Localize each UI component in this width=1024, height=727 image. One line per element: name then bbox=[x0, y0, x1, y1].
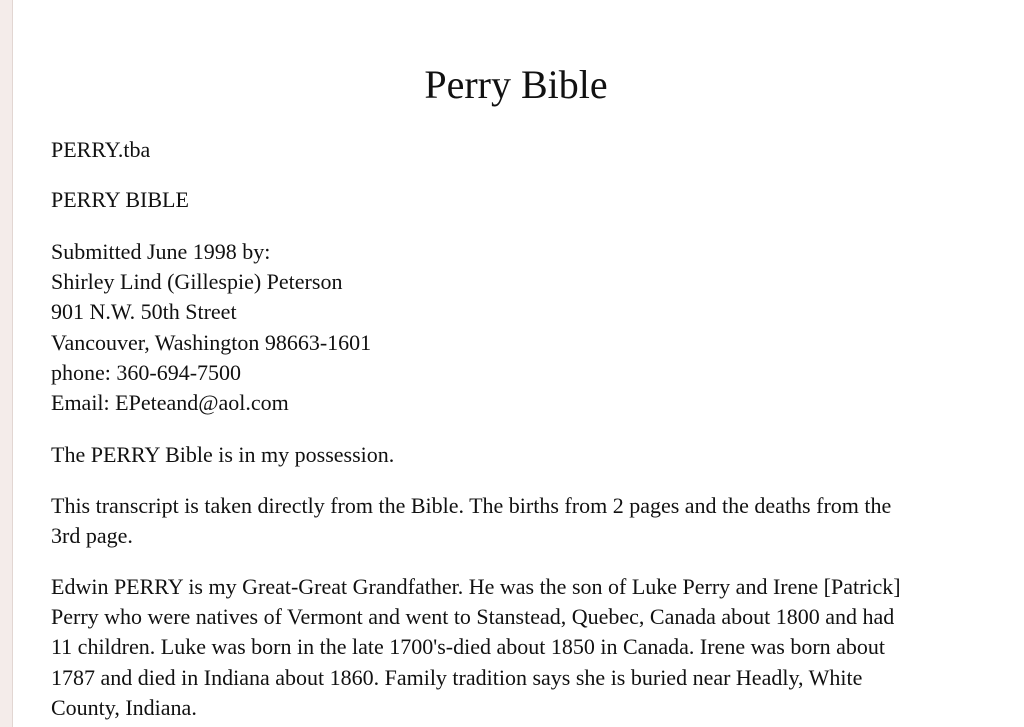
submitter-street: 901 N.W. 50th Street bbox=[51, 299, 237, 325]
transcript-paragraph bbox=[51, 491, 891, 551]
submitter-city: Vancouver, Washington 98663-1601 bbox=[51, 329, 372, 355]
document-heading: PERRY BIBLE bbox=[51, 187, 189, 212]
document-page bbox=[12, 0, 1024, 727]
family-line: 1787 and died in Indiana about 1860. Family tradition says she is buried near Headly, White bbox=[51, 664, 863, 690]
transcript-line: 3rd page. bbox=[51, 523, 133, 549]
submitter-email: Email: EPeteand@aol.com bbox=[51, 390, 289, 416]
submitter-block bbox=[51, 237, 371, 418]
family-paragraph bbox=[51, 572, 901, 723]
family-line: 11 children. Luke was born in the late 1700's-died about 1850 in Canada. Irene was born about bbox=[51, 634, 886, 660]
submitter-name: Shirley Lind (Gillespie) Peterson bbox=[51, 269, 343, 295]
family-line: Edwin PERRY is my Great-Great Grandfather. He was the son of Luke Perry and Irene [Patrick] bbox=[51, 574, 901, 599]
submitted-line: Submitted June 1998 by: bbox=[51, 239, 271, 264]
submitter-phone: phone: 360-694-7500 bbox=[51, 359, 242, 385]
family-line: Perry who were natives of Vermont and went to Stanstead, Quebec, Canada about 1800 and had bbox=[51, 604, 895, 630]
page-title: Perry Bible bbox=[424, 61, 608, 107]
transcript-line: This transcript is taken directly from the Bible. The births from 2 pages and the deaths from the bbox=[51, 493, 892, 518]
family-line: County, Indiana. bbox=[51, 694, 197, 720]
possession-paragraph: The PERRY Bible is in my possession. bbox=[51, 442, 395, 467]
filename-line: PERRY.tba bbox=[51, 137, 151, 162]
